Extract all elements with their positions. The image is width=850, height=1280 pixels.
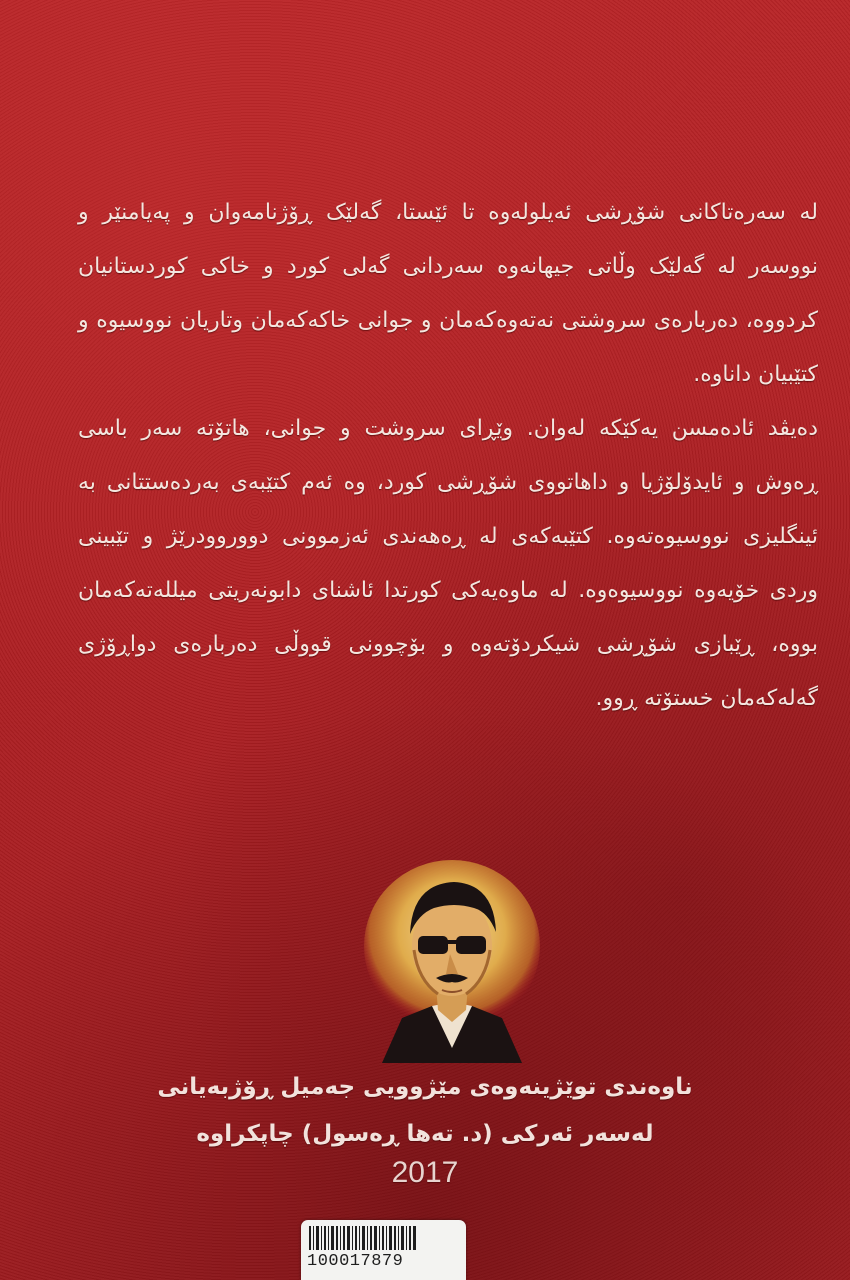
barcode-sticker	[301, 1220, 466, 1280]
publication-year: 2017	[391, 1156, 459, 1189]
portrait-illustration	[362, 858, 542, 1068]
publisher-name: ناوەندی توێژینەوەی مێژوویی جەمیل ڕۆژبەیانی	[157, 1074, 693, 1100]
blurb-paragraph: دەیڤد ئادەمسن یەکێکە لەوان. وێڕای سروشت و جوانی، هاتۆتە سەر باسی ڕەوش و ئایدۆلۆژیا و داهاتووی شۆڕشی کورد، وە ئەم کتێبەی بەردەستتانی بە ئینگلیزی نووسیوەتەوە. کتێبەکەی لە ڕەهەندی ئەزموونی دووروودرێژ و تێبینی وردی خۆیەوە نووسیوەوە. لە ماوەیەکی کورتدا ئاشنای دابونەریتی میللەتەکەمان بووە، ڕێبازی شۆڕشی شیکردۆتەوە و بۆچوونی قووڵی دەربارەی دواڕۆژی گەلەکەمان خستۆتە ڕوو.	[78, 416, 818, 711]
publisher-credit	[0, 1062, 850, 1156]
barcode-icon	[309, 1226, 417, 1250]
barcode-number: 100017879	[307, 1252, 404, 1271]
blurb-paragraph: لە سەرەتاکانی شۆڕشی ئەیلولەوە تا ئێستا، گەلێک ڕۆژنامەوان و پەیامنێر و نووسەر لە گەلێک وڵاتی جیهانەوە سەردانی گەلی کورد و خاکی کوردستانیان کردووە، دەربارەی سروشتی نەتەوەکەمان و جوانی خاکەکەمان وتاریان نووسیوە و کتێبیان داناوە.	[78, 200, 818, 387]
blurb-text	[78, 186, 818, 726]
sponsor-note: لەسەر ئەرکی (د. تەها ڕەسول) چاپکراوە	[196, 1121, 654, 1147]
author-portrait	[362, 858, 542, 1068]
